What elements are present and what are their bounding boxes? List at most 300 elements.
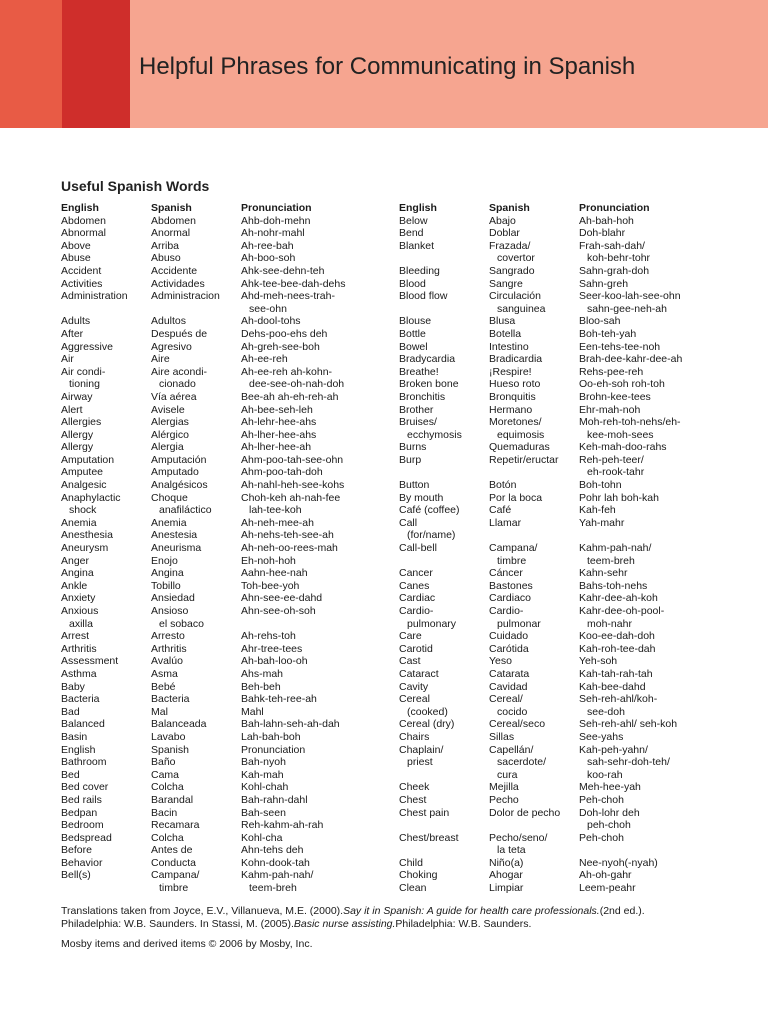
word-entry: Bah-nyoh bbox=[241, 756, 286, 769]
word-entry: Cardiac bbox=[399, 592, 436, 605]
word-entry: Balanced bbox=[61, 718, 105, 731]
word-entry: See-yahs bbox=[579, 730, 624, 743]
word-entry: timbre bbox=[497, 554, 527, 567]
word-entry: Kohn-dook-tah bbox=[241, 856, 310, 869]
word-entry: Quemaduras bbox=[489, 441, 550, 454]
word-entry: covertor bbox=[497, 252, 535, 265]
word-entry: Ankle bbox=[61, 579, 88, 592]
word-entry: ecchymosis bbox=[407, 428, 462, 441]
word-entry: Below bbox=[399, 214, 428, 227]
word-entry: Bed bbox=[61, 768, 80, 781]
word-entry: Peh-choh bbox=[579, 793, 624, 806]
word-entry: Moh-reh-toh-nehs/eh- bbox=[579, 416, 681, 429]
header-band bbox=[0, 0, 768, 128]
word-entry: Above bbox=[61, 239, 91, 252]
word-entry: Blusa bbox=[489, 315, 516, 328]
word-entry: see-ohn bbox=[249, 302, 287, 315]
word-entry: Conducta bbox=[151, 856, 196, 869]
word-entry: Cereal/ bbox=[489, 693, 523, 706]
word-entry: Dehs-poo-ehs deh bbox=[241, 327, 328, 340]
word-entry: Cuidado bbox=[489, 630, 529, 643]
word-entry: Brohn-kee-tees bbox=[579, 390, 651, 403]
word-entry: Nee-nyoh(-nyah) bbox=[579, 856, 658, 869]
word-entry: la teta bbox=[497, 844, 526, 857]
column-header: Spanish bbox=[151, 202, 192, 214]
word-entry: Angina bbox=[151, 567, 184, 580]
word-entry: Aire bbox=[151, 353, 170, 366]
word-entry: tioning bbox=[69, 378, 100, 391]
word-entry: Administracion bbox=[151, 290, 220, 303]
word-entry: Amputado bbox=[151, 466, 199, 479]
word-entry: Clean bbox=[399, 882, 427, 895]
word-entry: Chest pain bbox=[399, 806, 450, 819]
word-entry: Bah-rahn-dahl bbox=[241, 793, 308, 806]
word-entry: Bastones bbox=[489, 579, 533, 592]
word-entry: Ahogar bbox=[489, 869, 523, 882]
word-entry: Sangre bbox=[489, 277, 523, 290]
header-accent-block bbox=[0, 0, 62, 128]
word-entry: Kah-bee-dahd bbox=[579, 680, 646, 693]
source-note-text: Philadelphia: W.B. Saunders. In Stassi, M. (2005). bbox=[61, 918, 294, 930]
word-entry: pulmonar bbox=[497, 617, 541, 630]
word-entry: teem-breh bbox=[249, 882, 297, 895]
column-header: English bbox=[399, 202, 437, 214]
word-entry: Seh-reh-ahl/ seh-koh bbox=[579, 718, 678, 731]
word-entry: Abajo bbox=[489, 214, 516, 227]
word-entry: Meh-hee-yah bbox=[579, 781, 641, 794]
word-entry: Amputación bbox=[151, 453, 207, 466]
word-entry: Arthritis bbox=[61, 642, 97, 655]
word-entry: Eh-noh-hoh bbox=[241, 554, 296, 567]
word-entry: Adults bbox=[61, 315, 91, 328]
word-entry: Bedpan bbox=[61, 806, 98, 819]
word-entry: Alérgico bbox=[151, 428, 189, 441]
word-entry: Chaplain/ bbox=[399, 743, 444, 756]
word-entry: By mouth bbox=[399, 491, 444, 504]
word-entry: Reh-kahm-ah-rah bbox=[241, 819, 324, 832]
word-entry: Ah-bee-seh-leh bbox=[241, 403, 313, 416]
word-entry: see-doh bbox=[587, 705, 625, 718]
word-entry: Care bbox=[399, 630, 422, 643]
word-entry bbox=[399, 819, 462, 832]
left-pronunciation-column bbox=[241, 202, 345, 895]
word-entry: Bleeding bbox=[399, 264, 440, 277]
word-entry: Moretones/ bbox=[489, 416, 542, 429]
word-entry: Aggressive bbox=[61, 340, 113, 353]
word-entry: Vía aérea bbox=[151, 390, 197, 403]
word-entry: Mal bbox=[151, 705, 168, 718]
word-entry: Bloo-sah bbox=[579, 315, 621, 328]
left-english-column bbox=[61, 202, 128, 882]
word-entry: Bahs-toh-nehs bbox=[579, 579, 648, 592]
word-entry: Cereal (dry) bbox=[399, 718, 455, 731]
word-entry: Yeh-soh bbox=[579, 655, 618, 668]
word-entry: Kah-peh-yahn/ bbox=[579, 743, 648, 756]
word-entry: Brah-dee-kahr-dee-ah bbox=[579, 353, 683, 366]
word-entry: Chairs bbox=[399, 730, 430, 743]
word-entry: Ah-neh-oo-rees-mah bbox=[241, 542, 338, 555]
word-entry: Bebé bbox=[151, 680, 176, 693]
word-entry: Yah-mahr bbox=[579, 516, 625, 529]
word-entry: Anormal bbox=[151, 227, 191, 240]
word-entry: Aneurisma bbox=[151, 542, 202, 555]
column-header: English bbox=[61, 202, 99, 214]
word-entry bbox=[399, 555, 462, 568]
word-entry: Dolor de pecho bbox=[489, 806, 561, 819]
word-entry: Choh-keh ah-nah-fee bbox=[241, 491, 341, 504]
word-entry: Ah-bah-loo-oh bbox=[241, 655, 308, 668]
word-entry: teem-breh bbox=[587, 554, 635, 567]
word-entry: Carótida bbox=[489, 642, 529, 655]
word-entry: Ah-ee-reh bbox=[241, 353, 288, 366]
word-entry: priest bbox=[407, 756, 433, 769]
word-entry: Bad bbox=[61, 705, 80, 718]
word-entry: Asma bbox=[151, 667, 178, 680]
word-entry: Ahd-meh-nees-trah- bbox=[241, 290, 335, 303]
word-entry: Chest bbox=[399, 793, 427, 806]
word-entry: Anestesia bbox=[151, 529, 198, 542]
word-entry: English bbox=[61, 743, 96, 756]
word-entry: Cataract bbox=[399, 667, 439, 680]
word-entry: Colcha bbox=[151, 831, 184, 844]
word-entry: Accident bbox=[61, 264, 102, 277]
word-entry bbox=[579, 844, 682, 857]
word-entry: Doh-lohr deh bbox=[579, 806, 640, 819]
word-entry: Aneurysm bbox=[61, 542, 109, 555]
source-note-line-1 bbox=[61, 905, 645, 918]
word-entry bbox=[399, 303, 462, 316]
word-entry: Kahn-sehr bbox=[579, 567, 628, 580]
word-entry: Blanket bbox=[399, 239, 435, 252]
word-entry: Anaphylactic bbox=[61, 491, 121, 504]
word-entry: Avalúo bbox=[151, 655, 183, 668]
right-pronunciation-column bbox=[579, 202, 682, 895]
right-english-column bbox=[399, 202, 462, 895]
word-entry: Arthritis bbox=[151, 642, 187, 655]
word-entry: lah-tee-koh bbox=[249, 504, 302, 517]
left-spanish-column bbox=[151, 202, 220, 895]
word-entry: Doh-blahr bbox=[579, 227, 626, 240]
word-entry: Frazada/ bbox=[489, 239, 531, 252]
word-entry: cocido bbox=[497, 705, 528, 718]
source-notes bbox=[61, 905, 645, 931]
word-entry: Air condi- bbox=[61, 365, 106, 378]
word-entry: Bed rails bbox=[61, 793, 102, 806]
word-entry: Choking bbox=[399, 869, 438, 882]
word-entry: Frah-sah-dah/ bbox=[579, 239, 645, 252]
word-entry: Allergy bbox=[61, 441, 94, 454]
word-entry: peh-choh bbox=[587, 819, 631, 832]
word-entry: Keh-mah-doo-rahs bbox=[579, 441, 667, 454]
word-entry: Cardio- bbox=[399, 605, 434, 617]
word-entry: Arriba bbox=[151, 239, 180, 252]
word-entry: Arrest bbox=[61, 630, 90, 643]
word-entry: Café bbox=[489, 504, 512, 517]
word-entry bbox=[399, 466, 462, 479]
word-entry: Alert bbox=[61, 403, 83, 416]
word-entry: Button bbox=[399, 479, 430, 492]
word-entry: Pohr lah boh-kah bbox=[579, 491, 659, 504]
word-entry: Ah-ree-bah bbox=[241, 239, 294, 252]
word-entry: Avisele bbox=[151, 403, 185, 416]
word-entry: Bacin bbox=[151, 806, 178, 819]
word-entry: Arresto bbox=[151, 630, 185, 643]
word-entry: Bed cover bbox=[61, 781, 109, 794]
word-entry: Amputee bbox=[61, 466, 104, 479]
word-entry: Oo-eh-soh roh-toh bbox=[579, 378, 665, 391]
word-entry: Bruises/ bbox=[399, 416, 437, 429]
word-entry: Campana/ bbox=[489, 542, 538, 555]
word-entry: Kah-mah bbox=[241, 768, 284, 781]
source-note-book-title: Basic nurse assisting. bbox=[293, 918, 396, 930]
word-entry: Carotid bbox=[399, 642, 433, 655]
word-entry: Anger bbox=[61, 554, 90, 567]
word-entry: Alergias bbox=[151, 416, 189, 429]
word-entry: Administration bbox=[61, 290, 128, 303]
word-entry: Recamara bbox=[151, 819, 200, 832]
word-entry: Llamar bbox=[489, 516, 522, 529]
word-entry: Choque bbox=[151, 491, 188, 504]
word-entry: (for/name) bbox=[407, 529, 456, 542]
word-entry: Niño(a) bbox=[489, 856, 524, 869]
word-entry: Ah-lher-hee-ahs bbox=[241, 428, 317, 441]
word-entry: kee-moh-sees bbox=[587, 428, 654, 441]
word-entry: Sahn-greh bbox=[579, 277, 629, 290]
word-entry: Bah-lahn-seh-ah-dah bbox=[241, 718, 340, 731]
word-entry: Toh-bee-yoh bbox=[241, 579, 300, 592]
word-entry: Cardiaco bbox=[489, 592, 532, 605]
word-entry: Bowel bbox=[399, 340, 428, 353]
word-entry: moh-nahr bbox=[587, 617, 632, 630]
word-entry: Kahr-dee-oh-pool- bbox=[579, 605, 665, 617]
source-note-book-title: Say it in Spanish: A guide for health care professionals. bbox=[343, 905, 600, 917]
word-entry: Ahn-see-oh-soh bbox=[241, 605, 316, 617]
word-entry bbox=[61, 303, 128, 316]
source-note-publisher: Philadelphia: W.B. Saunders. bbox=[395, 918, 532, 930]
word-entry: Seh-reh-ahl/koh- bbox=[579, 693, 658, 706]
word-entry: Bah-seen bbox=[241, 806, 286, 819]
word-entry: Ah-lher-hee-ah bbox=[241, 441, 312, 454]
word-entry: Kah-feh bbox=[579, 504, 616, 517]
word-entry: Blouse bbox=[399, 315, 432, 328]
word-entry: Boh-teh-yah bbox=[579, 327, 637, 340]
word-entry: Kahr-dee-ah-koh bbox=[579, 592, 658, 605]
word-entry: Allergies bbox=[61, 416, 102, 429]
source-note-line-2 bbox=[61, 918, 645, 931]
column-header: Pronunciation bbox=[579, 202, 650, 214]
word-entry bbox=[399, 252, 462, 265]
word-entry: Beh-beh bbox=[241, 680, 281, 693]
word-entry: Blood flow bbox=[399, 290, 448, 303]
word-entry: Ahn-tehs deh bbox=[241, 844, 304, 857]
word-entry: Por la boca bbox=[489, 491, 543, 504]
word-entry: Ah-lehr-hee-ahs bbox=[241, 416, 317, 429]
word-entry: Spanish bbox=[151, 743, 189, 756]
word-entry: Reh-peh-teer/ bbox=[579, 453, 644, 466]
word-entry: Rehs-pee-reh bbox=[579, 365, 644, 378]
word-entry: Sillas bbox=[489, 730, 515, 743]
word-entry: Abuse bbox=[61, 252, 91, 265]
word-entry: Burns bbox=[399, 441, 427, 454]
header-accent-block-dark bbox=[62, 0, 130, 128]
word-entry: Bottle bbox=[399, 327, 426, 340]
word-entry: Anxious bbox=[61, 605, 99, 617]
word-entry: Enojo bbox=[151, 554, 178, 567]
word-entry: pulmonary bbox=[407, 617, 457, 630]
word-entry: Analgesic bbox=[61, 479, 107, 492]
word-entry: Catarata bbox=[489, 667, 530, 680]
word-entry: Ah-neh-mee-ah bbox=[241, 516, 314, 529]
word-entry: Ah-greh-see-boh bbox=[241, 340, 320, 353]
word-entry: Kohl-chah bbox=[241, 781, 289, 794]
page-title: Helpful Phrases for Communicating in Spanish bbox=[139, 53, 636, 80]
word-entry: Repetir/eructar bbox=[489, 453, 559, 466]
word-entry: Analgésicos bbox=[151, 479, 208, 492]
word-entry: Ahr-tree-tees bbox=[241, 642, 303, 655]
word-entry bbox=[489, 529, 560, 542]
word-entry: Bedroom bbox=[61, 819, 104, 832]
word-entry: sah-sehr-doh-teh/ bbox=[587, 756, 670, 769]
word-entry: Antes de bbox=[151, 844, 193, 857]
word-entry: After bbox=[61, 327, 84, 340]
word-entry: Ah-nehs-teh-see-ah bbox=[241, 529, 334, 542]
word-entry: Mahl bbox=[241, 705, 264, 718]
word-entry: Ahb-doh-mehn bbox=[241, 214, 311, 227]
word-entry: Call-bell bbox=[399, 542, 437, 555]
word-entry: Cáncer bbox=[489, 567, 523, 580]
word-entry: Chest/breast bbox=[399, 831, 459, 844]
word-entry: Bronchitis bbox=[399, 390, 446, 403]
word-entry: Peh-choh bbox=[579, 831, 624, 844]
word-entry: Circulación bbox=[489, 290, 541, 303]
word-entry: Sangrado bbox=[489, 264, 535, 277]
word-entry: Adultos bbox=[151, 315, 187, 328]
word-entry bbox=[399, 769, 462, 782]
word-entry: Broken bone bbox=[399, 378, 459, 391]
word-entry: Anesthesia bbox=[61, 529, 113, 542]
word-entry: Bell(s) bbox=[61, 869, 91, 882]
word-entry: Cama bbox=[151, 768, 180, 781]
word-entry: Kah-tah-rah-tah bbox=[579, 667, 653, 680]
word-entry: Anxiety bbox=[61, 592, 96, 605]
word-entry: Mejilla bbox=[489, 781, 519, 794]
word-entry: Aire acondi- bbox=[151, 365, 208, 378]
word-entry: Cereal/seco bbox=[489, 718, 546, 731]
word-entry: Sahn-grah-doh bbox=[579, 264, 650, 277]
column-header: Spanish bbox=[489, 202, 530, 214]
word-entry: Anemia bbox=[151, 516, 187, 529]
word-entry: Lah-bah-boh bbox=[241, 730, 301, 743]
word-entry: ¡Respire! bbox=[489, 365, 532, 378]
word-entry: Alergia bbox=[151, 441, 184, 454]
word-entry: sahn-gee-neh-ah bbox=[587, 302, 667, 315]
word-entry: Bradycardia bbox=[399, 353, 456, 366]
word-entry: Cavity bbox=[399, 680, 429, 693]
word-entry: koo-rah bbox=[587, 768, 623, 781]
word-entry: Breathe! bbox=[399, 365, 439, 378]
word-entry: eh-rook-tahr bbox=[587, 466, 645, 479]
word-entry: sacerdote/ bbox=[497, 756, 547, 769]
word-entry: axilla bbox=[69, 617, 93, 630]
word-entry: Abnormal bbox=[61, 227, 106, 240]
column-header: Pronunciation bbox=[241, 202, 312, 214]
word-entry: Allergy bbox=[61, 428, 94, 441]
word-entry: Colcha bbox=[151, 781, 184, 794]
word-entry: Pronunciation bbox=[241, 743, 306, 756]
word-entry: Burp bbox=[399, 453, 422, 466]
word-entry: Ahm-poo-tah-see-ohn bbox=[241, 453, 344, 466]
word-entry: Asthma bbox=[61, 667, 97, 680]
word-entry: dee-see-oh-nah-doh bbox=[249, 378, 345, 391]
word-entry: Anemia bbox=[61, 516, 97, 529]
word-entry: Bedspread bbox=[61, 831, 112, 844]
word-entry: anafiláctico bbox=[159, 504, 212, 517]
word-entry: Seer-koo-lah-see-ohn bbox=[579, 290, 681, 303]
word-entry: Ah-bah-hoh bbox=[579, 214, 634, 227]
word-entry: Boh-tohn bbox=[579, 479, 622, 492]
word-entry: Bradicardia bbox=[489, 353, 543, 366]
word-entry: Tobillo bbox=[151, 579, 181, 592]
word-entry: Hueso roto bbox=[489, 378, 541, 391]
word-entry: cionado bbox=[159, 378, 196, 391]
word-entry: Agresivo bbox=[151, 340, 192, 353]
section-title: Useful Spanish Words bbox=[61, 178, 210, 194]
word-entry: Campana/ bbox=[151, 869, 200, 882]
word-entry: Child bbox=[399, 856, 423, 869]
word-entry: Bacteria bbox=[61, 693, 100, 706]
word-entry: Cast bbox=[399, 655, 421, 668]
word-entry: Brother bbox=[399, 403, 434, 416]
word-entry: Pecho bbox=[489, 793, 519, 806]
word-entry: Before bbox=[61, 844, 92, 857]
word-entry: shock bbox=[69, 504, 97, 517]
word-entry: Cavidad bbox=[489, 680, 528, 693]
word-entry: Kahm-pah-nah/ bbox=[579, 542, 652, 555]
word-entry: Ahk-see-dehn-teh bbox=[241, 264, 325, 277]
word-entry: timbre bbox=[159, 882, 189, 895]
right-spanish-column bbox=[489, 202, 560, 895]
word-entry: Ansioso bbox=[151, 605, 189, 617]
word-entry: Amputation bbox=[61, 453, 115, 466]
word-entry: Bacteria bbox=[151, 693, 190, 706]
word-entry: Air bbox=[61, 353, 74, 366]
word-entry: Assessment bbox=[61, 655, 119, 668]
word-entry: koh-behr-tohr bbox=[587, 252, 651, 265]
word-entry: Kah-roh-tee-dah bbox=[579, 642, 656, 655]
word-entry: Cancer bbox=[399, 567, 433, 580]
word-entry: Ah-boo-soh bbox=[241, 252, 296, 265]
word-entry: Bahk-teh-ree-ah bbox=[241, 693, 317, 706]
word-entry: Angina bbox=[61, 567, 94, 580]
copyright-notice: Mosby items and derived items © 2006 by Mosby, Inc. bbox=[61, 938, 313, 950]
word-entry: Aahn-hee-nah bbox=[241, 567, 308, 580]
word-entry bbox=[489, 466, 560, 479]
word-entry: Bee-ah ah-eh-reh-ah bbox=[241, 390, 339, 403]
word-entry: Accidente bbox=[151, 264, 198, 277]
word-entry: Ahn-see-ee-dahd bbox=[241, 592, 323, 605]
word-entry: Hermano bbox=[489, 403, 533, 416]
word-entry: Balanceada bbox=[151, 718, 207, 731]
word-entry: Baño bbox=[151, 756, 176, 769]
word-entry: Intestino bbox=[489, 340, 529, 353]
word-entry: Blood bbox=[399, 277, 426, 290]
word-entry: Kohl-cha bbox=[241, 831, 283, 844]
word-entry: Ah-rehs-toh bbox=[241, 630, 296, 643]
word-entry: Café (coffee) bbox=[399, 504, 460, 517]
word-entry: Activities bbox=[61, 277, 103, 290]
word-entry: Leem-peahr bbox=[579, 882, 636, 895]
word-entry: Abdomen bbox=[61, 214, 106, 227]
